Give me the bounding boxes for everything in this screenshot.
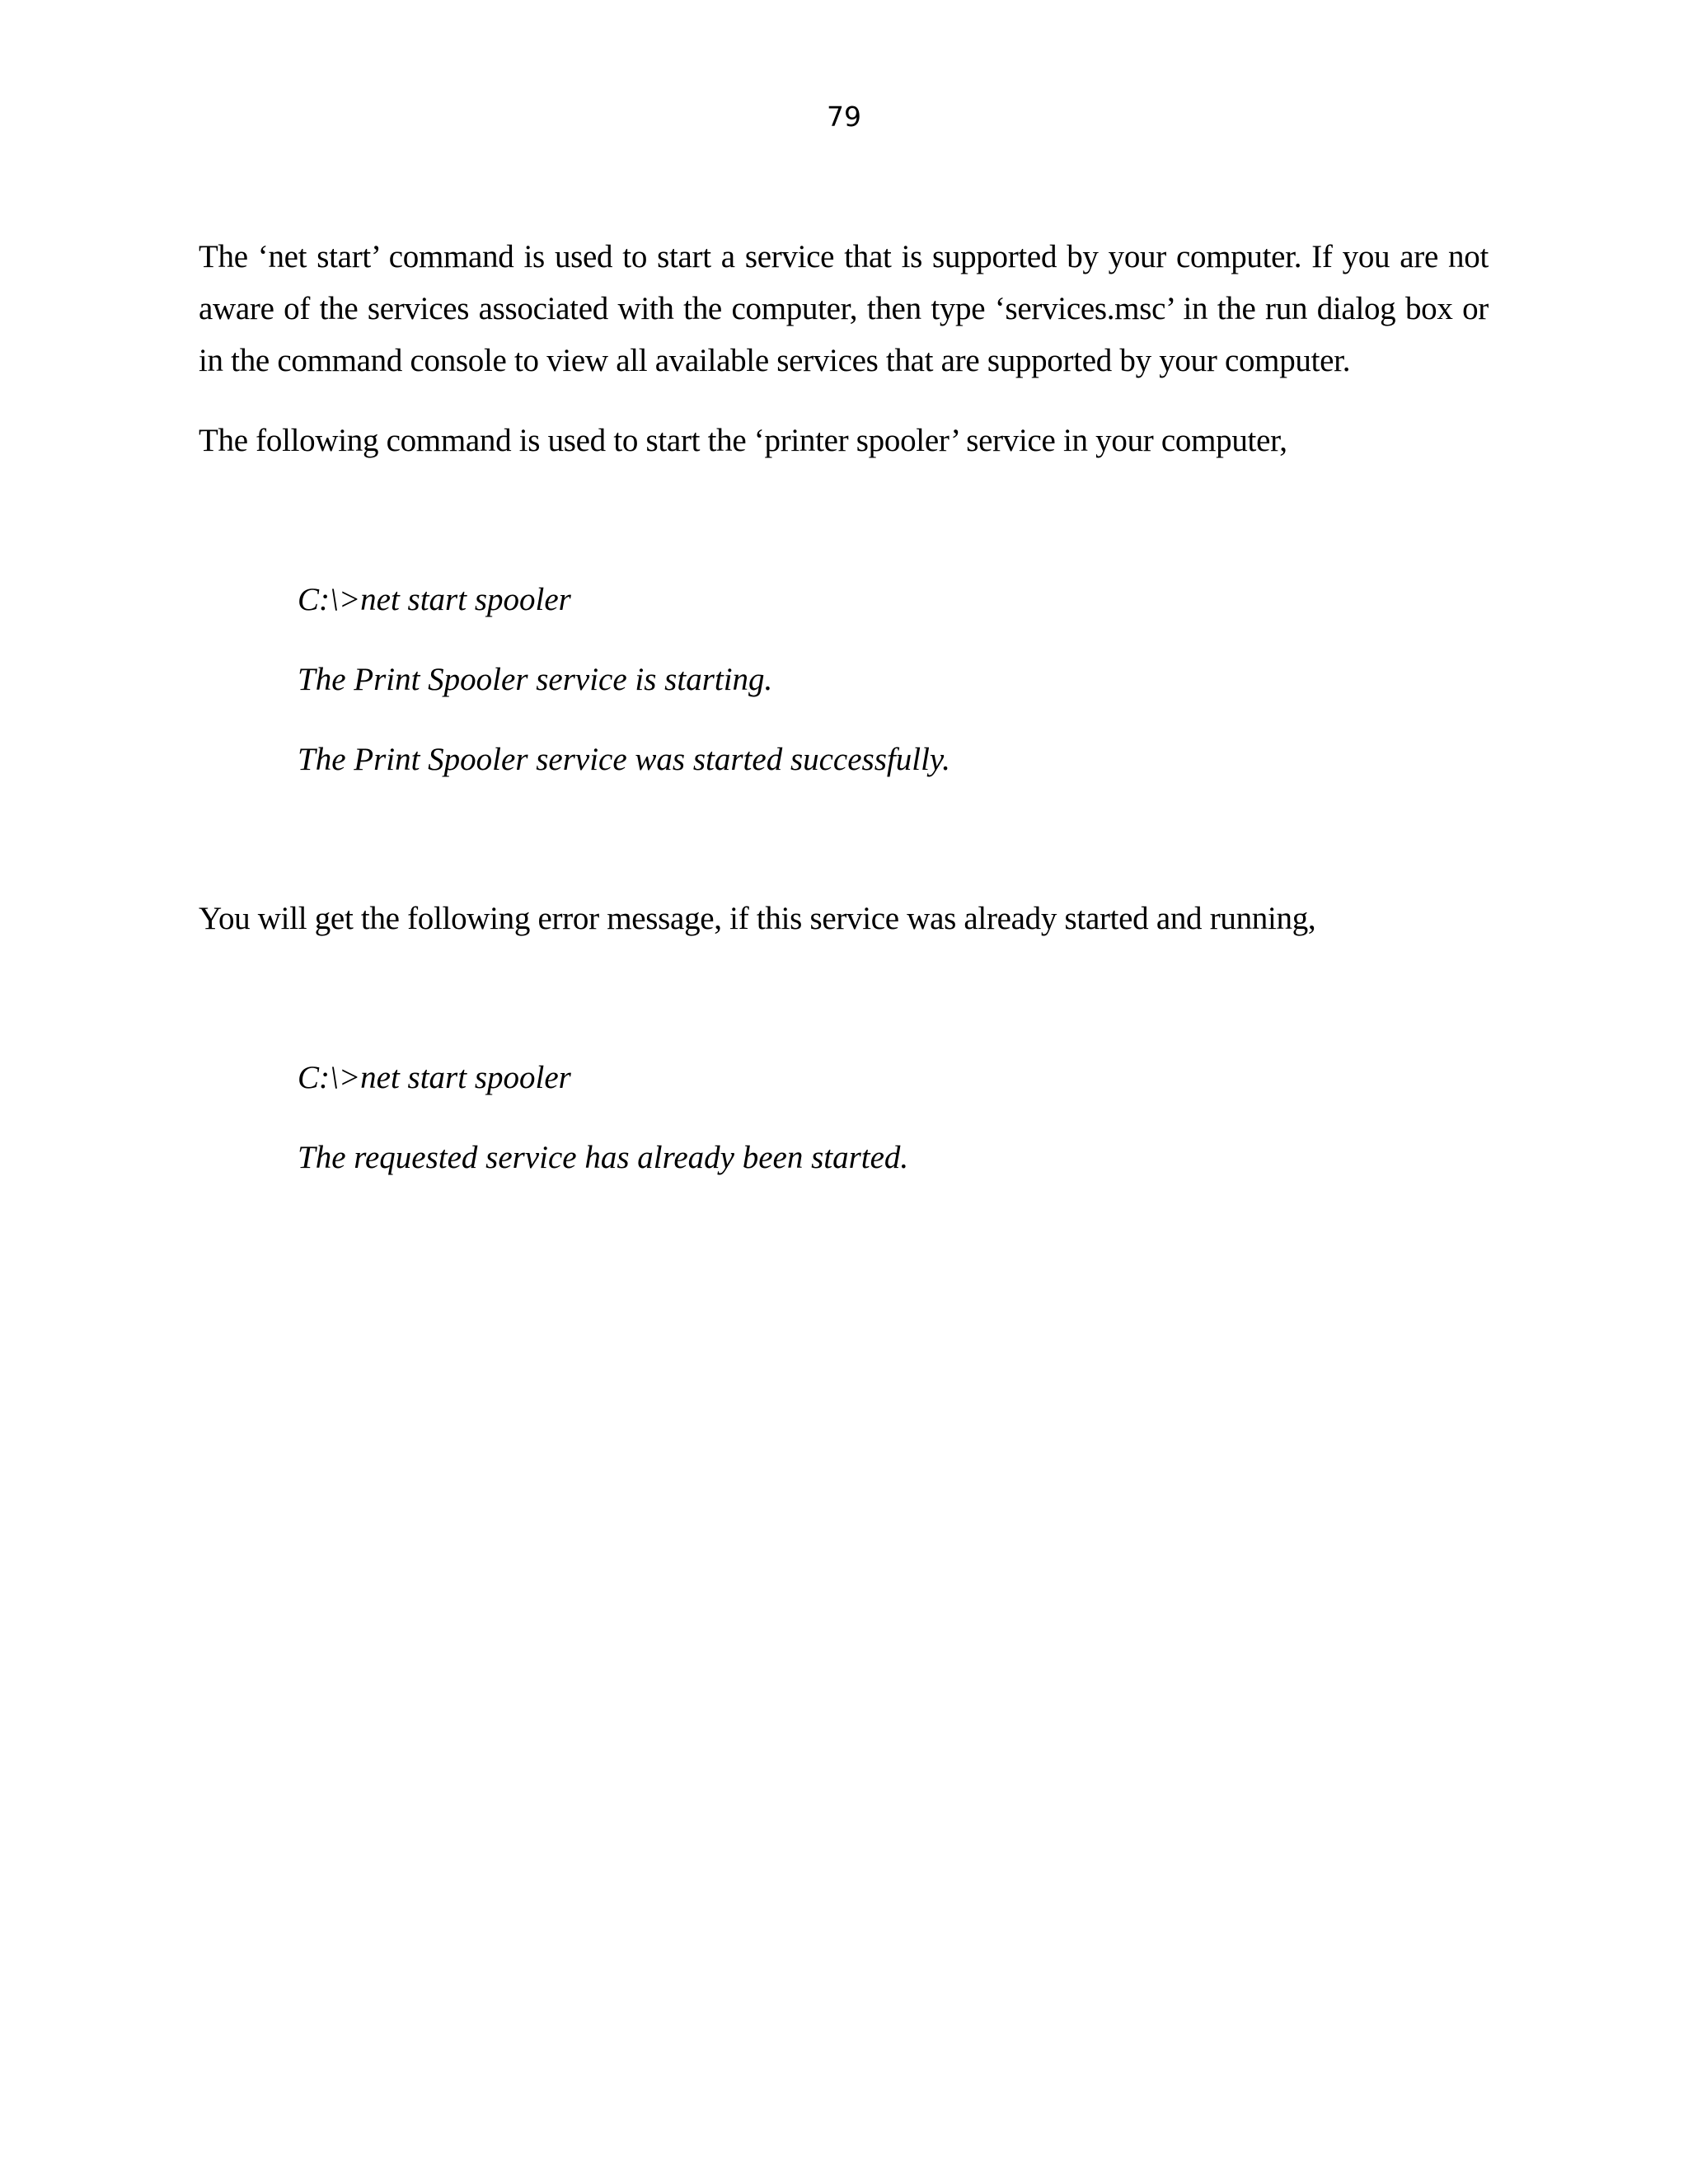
following-paragraph: The following command is used to start the ‘printer spooler’ service in your computer, — [199, 423, 1287, 458]
page-number: 79 — [827, 101, 861, 133]
intro-paragraph: The ‘net start’ command is used to start a service that is supported by your computer. If you are not aware of the services associated with the computer, then type ‘services.msc’ in the run dialog box or in the command console to view all available services that are supported by your computer. — [199, 239, 1489, 378]
command-example-error — [199, 1052, 1489, 1183]
command-line: C:\>net start spooler — [298, 582, 571, 617]
error-intro-paragraph: You will get the following error message, if this service was already started and running, — [199, 901, 1316, 936]
output-line: The Print Spooler service was started successfully. — [298, 742, 950, 777]
command-example-start — [199, 574, 1489, 785]
command-line: C:\>net start spooler — [298, 1060, 571, 1095]
output-line: The requested service has already been started. — [298, 1140, 909, 1175]
document-body — [199, 231, 1489, 1183]
output-line: The Print Spooler service is starting. — [298, 662, 773, 697]
